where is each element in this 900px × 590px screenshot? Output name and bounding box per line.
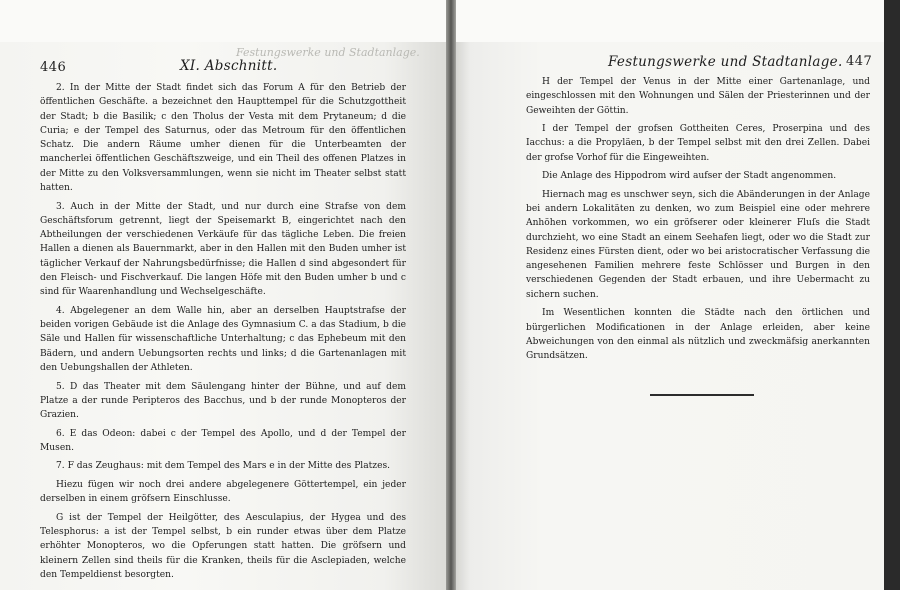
paragraph: 4. Abgelegener an dem Walle hin, aber an derselben Hauptstrafse der beiden vorigen Gebäude ist die Anlage des Gymnasium C. a das Stadium, b die Säle und Hallen für wissenschaftliche Unterhaltung; c das Ephebeum mit den Bädern, und andern Uebungsorten rechts und links; d die Gartenanlagen mit den Uebungshallen der Athleten. — [40, 305, 406, 374]
right-text-column — [526, 75, 870, 368]
running-head-left: XI. Abschnitt. — [180, 58, 278, 74]
left-text-column — [40, 81, 406, 586]
paragraph: Die Anlage des Hippodrom wird aufser der Stadt angenommen. — [542, 171, 837, 182]
page-number-right: 447 — [846, 54, 873, 69]
paragraph: Hiezu fügen wir noch drei andere abgelegenere Göttertempel, ein jeder derselben in einem gröfsern Einschlusse. — [40, 479, 406, 505]
running-head-right: Festungswerke und Stadtanlage. — [608, 54, 843, 70]
book-gutter — [446, 0, 456, 590]
section-end-rule — [650, 394, 754, 396]
bleed-through-text: Festungswerke und Stadtanlage. — [236, 46, 420, 59]
paragraph: Im Wesentlichen konnten die Städte nach den örtlichen und bürgerlichen Modificationen in der Anlage erleiden, aber keine Abweichungen von den einmal als nützlich und zweckmäfsig anerkannten Grundsätzen. — [526, 308, 870, 362]
paragraph: 5. D das Theater mit dem Säulengang hinter der Bühne, und auf dem Platze a der runde Peripteros des Bacchus, und b der runde Monopteros der Grazien. — [40, 381, 406, 421]
scan-edge — [884, 0, 900, 590]
page-number-left: 446 — [40, 60, 67, 75]
paragraph: 7. F das Zeughaus: mit dem Tempel des Mars e in der Mitte des Platzes. — [56, 461, 391, 472]
paragraph: 2. In der Mitte der Stadt findet sich das Forum A für den Betrieb der öffentlichen Geschäfte. a bezeichnet den Haupttempel für die Schutzgottheit der Stadt; b die Basilik; c den Tholus der Vesta mit dem Prytaneum; d die Curia; e der Tempel des Saturnus, oder das Metroum für den öffentlichen Schatz. Die andern Räume umher dienen für die Unterbeamten der mancherlei öffentlichen Geschäftszweige, und ein Theil des offenen Platzes in der Mitte zu den Volksversammlungen, wenn sie nicht im Theater selbst statt hatten. — [40, 83, 406, 194]
paragraph: 3. Auch in der Mitte der Stadt, und nur durch eine Strafse von dem Geschäftsforum getrennt, liegt der Speisemarkt B, eingerichtet nach den Abtheilungen der verschiedenen Verkäufe für das tägliche Leben. Die freien Hallen a dienen als Bauernmarkt, aber in den Hallen mit den Buden umher ist täglicher Verkauf der Nahrungsbedürfnisse; die Hallen d sind abgesondert für den Fleisch- und Fischverkauf. Die langen Höfe mit den Buden umher b und c sind für Waarenhandlung und Wechselgeschäfte. — [40, 201, 406, 298]
paragraph: I der Tempel der grofsen Gottheiten Ceres, Proserpina und des Iacchus: a die Propyläen, b der Tempel selbst mit den drei Zellen. Dabei der grofse Vorhof für die Eingeweihten. — [526, 124, 870, 163]
paragraph: Hiernach mag es unschwer seyn, sich die Abänderungen in der Anlage bei andern Lokalitäten zu denken, wo zum Beispiel eine oder mehrere Anhöhen vorkommen, wo ein gröfserer oder kleinerer Fluſs die Stadt durchzieht, wo eine Stadt an einem Seehafen liegt, oder wo die Stadt zur Residenz eines Fürsten dient, oder wo bei aristocratischer Verfassung die angesehenen Familien mehrere feste Schlösser und Burgen in den verschiedenen Gegenden der Stadt erbauen, und ihre Uebermacht zu sichern suchen. — [526, 189, 870, 300]
paragraph: H der Tempel der Venus in der Mitte einer Gartenanlage, und eingeschlossen mit den Wohnungen und Sälen der Priesterinnen und der Geweihten der Göttin. — [526, 77, 870, 116]
paragraph: G ist der Tempel der Heilgötter, des Aesculapius, der Hygea und des Telesphorus: a ist der Tempel selbst, b ein runder etwas über dem Platze erhöhter Monopteros, wo die Opferungen statt hatten. Die gröfsern und kleinern Zellen sind theils für die Kranken, theils für die Asclepiaden, welche den Tempeldienst besorgten. — [40, 512, 406, 580]
paragraph: 6. E das Odeon: dabei c der Tempel des Apollo, und d der Tempel der Musen. — [40, 428, 406, 453]
